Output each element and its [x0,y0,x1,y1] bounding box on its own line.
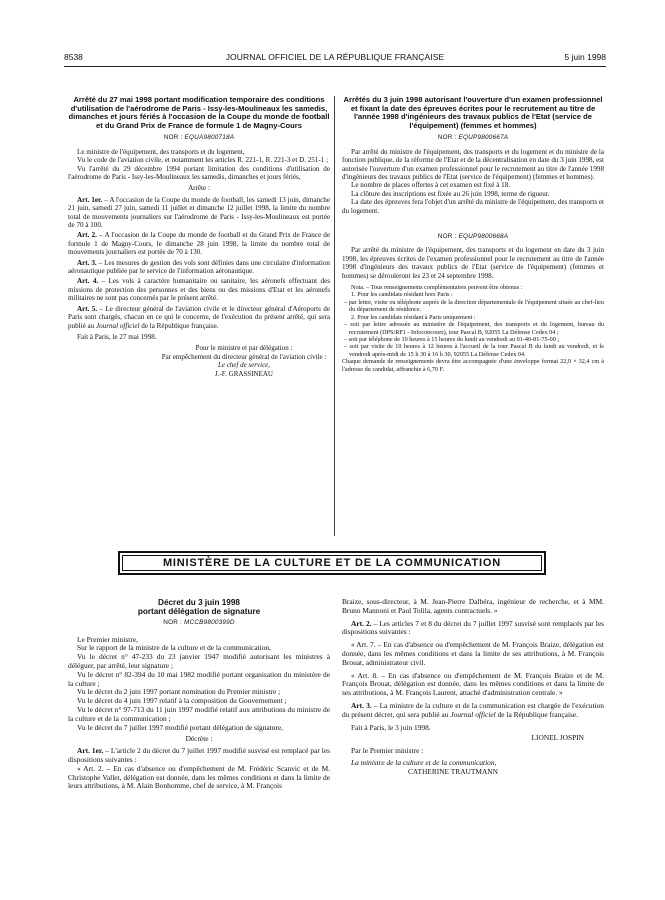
paragraph: Vu le code de l'aviation civile, et notamment les articles R. 221-1, R. 221-3 et D. 251-1 ; [77,156,329,165]
signatory-name: J.-F. GRASSINEAU [215,369,273,378]
arrete-aerodrome-title: Arrêté du 27 mai 1998 portant modification temporaire des conditions d'utilisation de l'aérodrome de Paris - Issy-les-Moulineaux les samedis, dimanches et jours fériés à l'occasion de la Coupe du monde de football et du Grand Prix de France de formule 1 de Magny-Cours [68,95,330,130]
article-4: Art. 4. – Les vols à caractère humanitaire ou sanitaire, les aéronefs effectuant des missions de protection des personnes et des biens ou des missions d'Etat et les aéronefs militaires ne sont pas concernés par le présent arrêté. [68,277,330,303]
arretes-examen-nor-2: NOR : EQUP9800668A [437,233,509,241]
decrete-label: Décrète : [185,734,213,744]
column-divider [334,96,335,536]
signature-block: Pour le ministre et par délégation : Par empêchement du directeur général de l'aviation civile : Le chef de service, J.-F. GRASSINEAU [68,344,330,378]
decret-title-line-2: portant délégation de signature [137,607,261,617]
nota-block: Nota. – Tous renseignements complémentaires peuvent être obtenus : 1. Pour les candidats résidant hors Paris : – par lettre, visite ou téléphone auprès de la direction départementale de l'équipement située au chef-lieu du département de résidence. 2. Pour les candidats résidant à Paris uniquement : – soit par lettre adressée au ministère de l'équipement, des transports et du logement, bureau du recrutement (DPS/RF1 - Infoconcours), tour Pascal B, 92055 La Défense Cedex 04 ; – soit par téléphone de 10 heures à 15 heures du lundi au vendredi au 01-40-81-75-00 ; – soit par visite de 10 heures à 12 heures à l'accueil de la tour Pascal B du lundi au vendredi, et le vendredi après-midi de 15 h 30 à 16 h 30, 92055 La Défense Cedex 04. Chaque demande de renseignements devra être accompagnée d'une enveloppe format 22,9 × 32,4 cm à l'adresse du candidat, affranchie à 6,70 F. [342,284,604,373]
article-3: Art. 3. – Les mesures de gestion des vols sont définies dans une circulaire d'information aéronautique publiée par le service de l'information aéronautique. [68,258,330,276]
page-header [64,52,606,64]
ministry-banner-text: MINISTÈRE DE LA CULTURE ET DE LA COMMUNICATION [162,557,502,569]
paragraph: La date des épreuves fera l'objet d'un arrêté du ministre de l'équipement, des transports et du logement. [342,198,605,215]
decret-article-2: Art. 2. – Les articles 7 et 8 du décret du 7 juillet 1997 susvisé sont remplacés par les dispositions suivantes : [342,618,604,637]
article-5: Art. 5. – Le directeur général de l'aviation civile et le directeur général d'Aéroports de Paris sont chargés, chacun en ce qui le concerne, de l'exécution du présent arrêté, qui sera publié au Journal officiel de la République française. [68,304,330,330]
nota: Nota. – Tous renseignements complémentaires peuvent être obtenus : [351,284,523,292]
journal-title: JOURNAL OFFICIEL DE LA RÉPUBLIQUE FRANÇAISE [225,52,445,62]
header-rule [64,66,606,67]
page-number: 8538 [64,52,83,62]
paragraph: Le ministre de l'équipement, des transports et du logement, [77,147,245,156]
arretes-examen-title: Arrêtés du 3 juin 1998 autorisant l'ouverture d'un examen professionnel et fixant la date des épreuves écrites pour le recrutement au titre de l'année 1998 d'ingénieurs des travaux publics de l'Etat (service de l'équipement) (femmes et hommes) [343,95,603,130]
decret-article-3: Art. 3. – La ministre de la culture et de la communication est chargée de l'exécution du présent décret, qui sera publié au Journal officiel de la République française. [342,700,604,719]
decret-fait: Fait à Paris, le 3 juin 1998. [351,722,431,732]
signatory-ministre: CATHERINE TRAUTMANN [408,766,498,776]
paragraph: Par arrêté du ministre de l'équipement, des transports et du logement en date du 3 juin 1998, les épreuves écrites de l'examen professionnel pour le recrutement au titre de l'année 1998 d'ingénieurs des travaux publics de l'Etat (service de l'équipement) (femmes et hommes) se dérouleront les 23 et 24 septembre 1998. [342,246,604,280]
arretes-examen [342,96,604,373]
decret-article-1: Art. 1er. – L'article 2 du décret du 7 juillet 1997 modifié susvisé est remplacé par les dispositions suivantes : [68,746,330,764]
article-1: Art. 1er. – A l'occasion de la Coupe du monde de football, les samedi 13 juin, dimanche 21 juin, samedi 27 juin, samedi 11 juillet et dimanche 12 juillet 1998, la limite du nombre total de mouvements journaliers sur l'aérodrome de Paris - Issy-les-Moulineaux est portée de 70 à 100. [68,195,330,230]
paragraph: La clôture des inscriptions est fixée au 26 juin 1998, terme de rigueur. [351,189,550,198]
arrete-label: Arrête : [188,184,210,193]
decret-title-line-1: Décret du 3 juin 1998 [158,598,240,607]
decret-article-8-quote: « Art. 8. – En cas d'absence ou d'empêchement de M. François Braize et de M. François Brouat, délégation est donnée, dans les mêmes conditions et dans la limite de ses attributions, à M. François Laurent, attaché d'administration centrale. » [342,670,604,698]
decret-nor: NOR : MCCB9800399D [163,618,235,626]
paragraph: Vu l'arrêté du 29 décembre 1994 portant limitation des conditions d'utilisation de l'aérodrome de Paris - Issy-les-Moulineaux les samedis, dimanches et jours fériés, [68,164,330,181]
decret-article-1-quote: « Art. 2. – En cas d'absence ou d'empêchement de M. Frédéric Scanvic et de M. Christophe Vallet, délégation est donnée, dans les mêmes conditions et dans la limite de leurs attributions, à M. Alain Bonhomme, chef de service, à M. François [68,763,330,791]
decret-delegation: Décret du 3 juin 1998 portant délégation de signature NOR : MCCB9800399D Le Premier ministre, Sur le rapport de la ministre de la culture et de la communication, Vu le décret n° 47-233 du 23 janvier 1947 modifié autorisant les ministres à déléguer, par arrêté, leur signature ; Vu le décret n° 82-394 du 10 mai 1982 modifié portant organisation du ministère de la culture ; Vu le décret du 2 juin 1997 portant nomination du Premier ministre ; Vu le décret du 4 juin 1997 relatif à la composition du Gouvernement ; Vu le décret n° 97-713 du 11 juin 1997 modifié relatif aux attributions du ministre de la culture et de la communication ; Vu le décret du 7 juillet 1997 modifié portant délégation de signature, Décrète : Art. 1er. – L'article 2 du décret du 7 juillet 1997 modifié susvisé est remplacé par les dispositions suivantes : « Art. 2. – En cas d'absence ou d'empêchement de M. Frédéric Scanvic et de M. Christophe Vallet, délégation est donnée, dans les mêmes conditions et dans la limite de leurs attributions, à M. Alain Bonhomme, chef de service, à M. François [68,598,330,791]
arrete-aerodrome [68,96,330,378]
fait-a-paris: Fait à Paris, le 27 mai 1998. [77,332,157,341]
paragraph: Par arrêté du ministre de l'équipement, des transports et du logement et du ministre de la fonction publique, de la réforme de l'Etat et de la décentralisation en date du 3 juin 1998, est autorisée l'ouverture d'un examen professionnel pour le recrutement au titre de l'année 1998 d'ingénieurs des travaux publics de l'Etat (service de l'équipement) (femmes et hommes). [342,147,604,181]
issue-date: 5 juin 1998 [564,52,606,62]
article-2: Art. 2. – A l'occasion de la Coupe du monde de football et du Grand Prix de France de formule 1 de Magny-Cours, le dimanche 28 juin 1998, la limite du nombre total de mouvements journaliers est portée de 70 à 130. [68,231,330,257]
arrete-aerodrome-nor: NOR : EQUA9800718A [163,134,235,142]
arretes-examen-nor: NOR : EQUP9800667A [437,134,509,142]
decret-article-7-quote: « Art. 7. – En cas d'absence ou d'empêchement de M. François Braize, délégation est donnée, dans les mêmes conditions et dans la limite de ses attributions, à M. François Brouat, administrateur civil. [342,640,604,667]
ministry-banner [118,551,546,575]
signatory-pm: LIONEL JOSPIN [531,733,584,743]
paragraph: Le nombre de places offertes à cet examen est fixé à 18. [351,181,511,190]
decret-delegation-continued: Braize, sous-directeur, à M. Jean-Pierre Dalbéra, ingénieur de recherche, et à MM. Bruno Mannoni et Paul Tolila, agents contractuels. » Art. 2. – Les articles 7 et 8 du décret du 7 juillet 1997 susvisé sont remplacés par les dispositions suivantes : « Art. 7. – En cas d'absence ou d'empêchement de M. François Braize, délégation est donnée, dans les mêmes conditions et dans la limite de ses attributions, à M. François Brouat, administrateur civil. « Art. 8. – En cas d'absence ou d'empêchement de M. François Braize et de M. François Brouat, délégation est donnée, dans les mêmes conditions et dans la limite de ses attributions, à M. François Laurent, attaché d'administration centrale. » Art. 3. – La ministre de la culture et de la communication est chargée de l'exécution du présent décret, qui sera publié au Journal officiel de la République française. Fait à Paris, le 3 juin 1998. LIONEL JOSPIN Par le Premier ministre : La ministre de la culture et de la communication, CATHERINE TRAUTMANN [342,597,604,776]
